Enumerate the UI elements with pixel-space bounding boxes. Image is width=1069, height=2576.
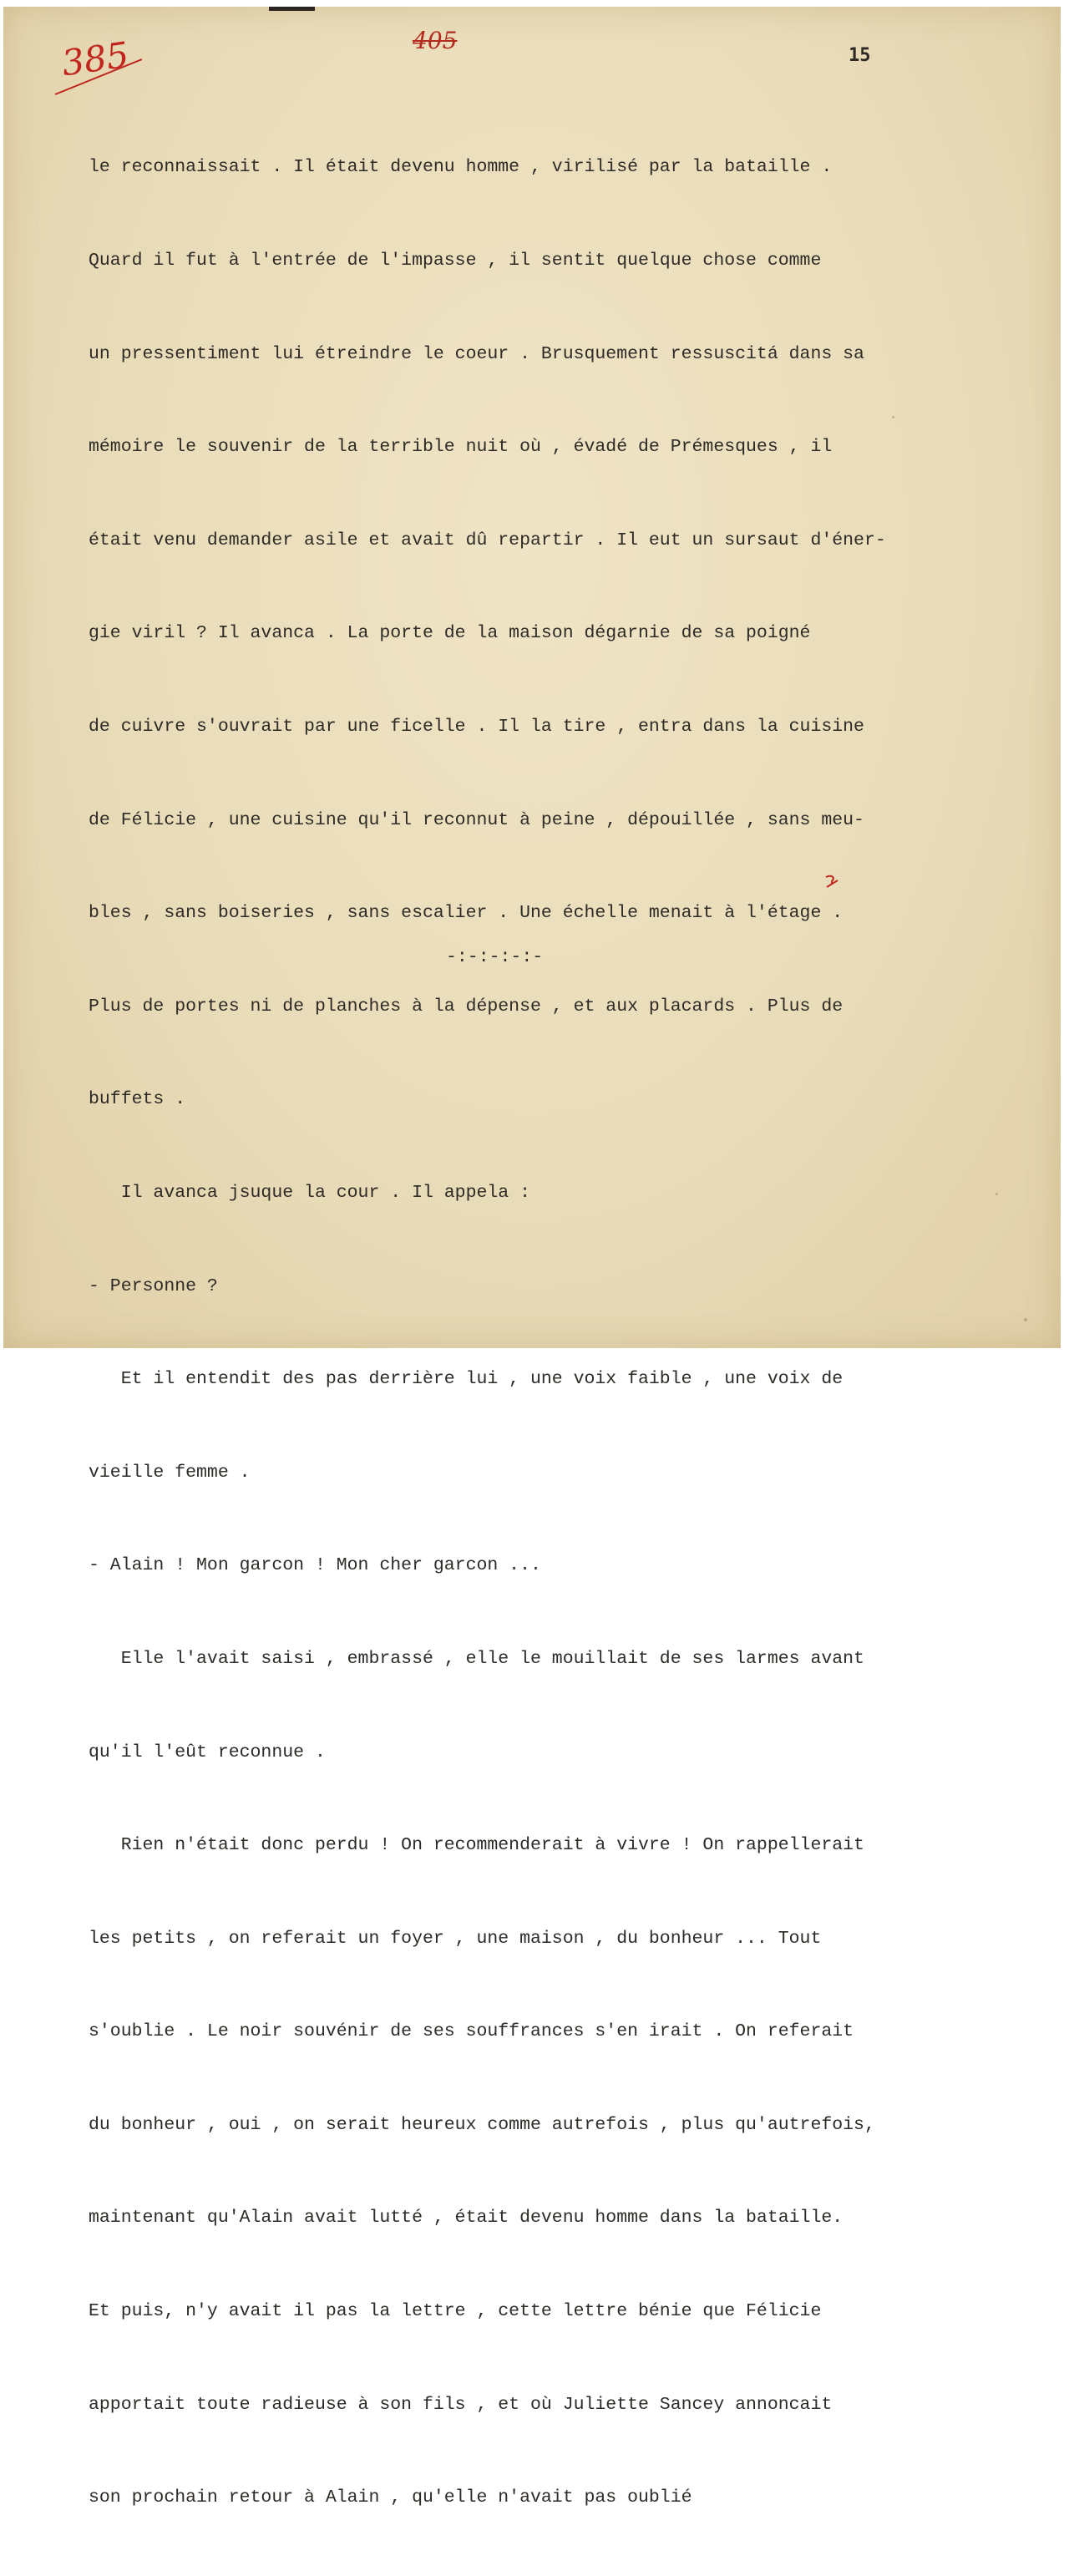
text-line: bles , sans boiseries , sans escalier . Une échelle menait à l'étage . (89, 903, 844, 924)
red-correction-mark (823, 874, 840, 890)
text-line: les petits , on referait un foyer , une maison , du bonheur ... Tout (89, 1928, 822, 1949)
text-line: un pressentiment lui étreindre le coeur . Brusquement ressuscitá dans sa (89, 343, 864, 364)
paper-speck (996, 1193, 998, 1195)
text-line: - Alain ! Mon garcon ! Mon cher garcon ... (89, 1555, 541, 1576)
text-line: de cuivre s'ouvrait par une ficelle . Il la tire , entra dans la cuisine (89, 716, 864, 737)
text-line: gie viril ? Il avanca . La porte de la maison dégarnie de sa poigné (89, 623, 811, 644)
section-ornament: -:-:-:-:- (446, 947, 544, 967)
folio-number: 385 (58, 33, 132, 84)
text-line: qu'il l'eût reconnue . (89, 1742, 326, 1762)
struck-page-number: 405 (413, 27, 458, 54)
text-line: buffets . (89, 1089, 186, 1110)
text-line: - Personne ? (89, 1275, 218, 1296)
text-line: son prochain retour à Alain , qu'elle n'avait pas oublié (89, 2487, 692, 2508)
text-line: s'oublie . Le noir souvénir de ses souffrances s'en irait . On referait (89, 2021, 854, 2042)
text-line: mémoire le souvenir de la terrible nuit où , évadé de Prémesques , il (89, 437, 833, 458)
text-line: le reconnaissait . Il était devenu homme , virilisé par la bataille . (89, 157, 833, 178)
binding-mark (269, 7, 315, 11)
text-line: Et puis, n'y avait il pas la lettre , cette lettre bénie que Félicie (89, 2301, 822, 2322)
page-number: 15 (849, 45, 871, 66)
text-line: vieille femme . (89, 1462, 251, 1483)
text-line: maintenant qu'Alain avait lutté , était devenu homme dans la bataille. (89, 2208, 844, 2229)
text-line: Il avanca jsuque la cour . Il appela : (89, 1182, 530, 1203)
text-line: Et il entendit des pas derrière lui , une voix faible , une voix de (89, 1369, 844, 1390)
text-line: de Félicie , une cuisine qu'il reconnut à peine , dépouillée , sans meu- (89, 809, 864, 830)
text-line: Quard il fut à l'entrée de l'impasse , il sentit quelque chose comme (89, 251, 822, 271)
text-line: Plus de portes ni de planches à la dépense , et aux placards . Plus de (89, 996, 844, 1017)
text-line: était venu demander asile et avait dû repartir . Il eut un sursaut d'éner- (89, 530, 886, 550)
text-line: apportait toute radieuse à son fils , et où Juliette Sancey annoncait (89, 2394, 833, 2415)
text-line: du bonheur , oui , on serait heureux comme autrefois , plus qu'autrefois, (89, 2114, 875, 2135)
paper-speck (892, 416, 894, 418)
typed-body-text (89, 90, 1024, 2576)
text-line: Elle l'avait saisi , embrassé , elle le mouillait de ses larmes avant (89, 1648, 864, 1669)
text-line: Rien n'était donc perdu ! On recommenderait à vivre ! On rappellerait (89, 1835, 864, 1856)
typescript-page (3, 7, 1061, 2508)
paper-speck (1024, 1318, 1027, 1321)
